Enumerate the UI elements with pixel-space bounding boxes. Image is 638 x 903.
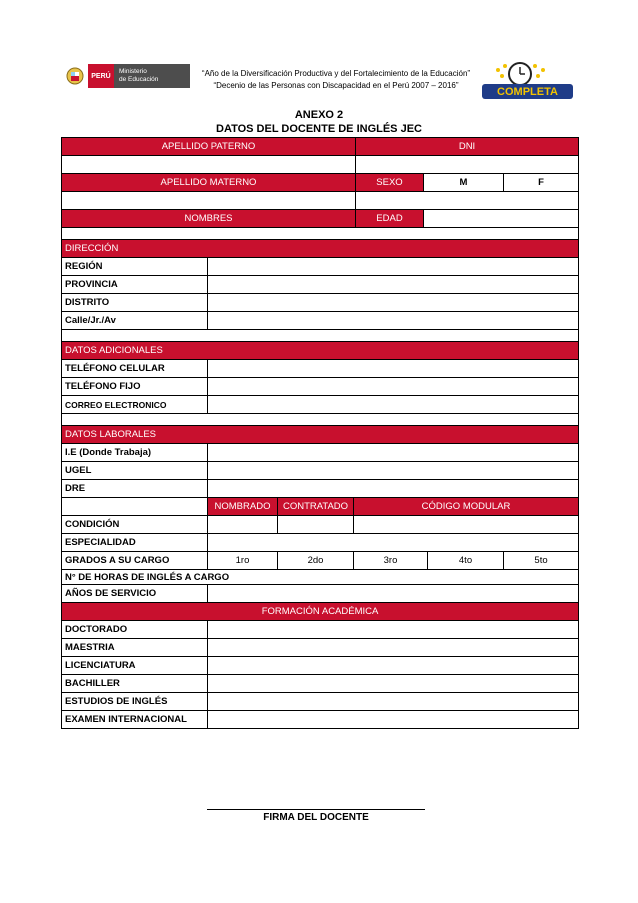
maestria-label: MAESTRIA [62,639,208,657]
apellido-paterno-header: APELLIDO PATERNO [62,138,356,156]
correo-label: CORREO ELECTRONICO [62,396,208,414]
spacer-row [62,330,579,342]
examen-internacional-field[interactable] [208,711,579,729]
dni-field[interactable] [356,156,579,174]
signature-label: FIRMA DEL DOCENTE [263,812,369,823]
anios-servicio-label: AÑOS DE SERVICIO [62,585,208,603]
telefono-fijo-field[interactable] [208,378,579,396]
horas-label: N° DE HORAS DE INGLÉS A CARGO [62,570,579,585]
telefono-celular-label: TELÉFONO CELULAR [62,360,208,378]
condicion-header-blank [62,498,208,516]
motto [190,68,482,92]
ministry-label: Ministerio de Educación [114,64,190,88]
direccion-section: DIRECCIÓN [62,240,579,258]
bachiller-label: BACHILLER [62,675,208,693]
apellido-paterno-field[interactable] [62,156,356,174]
coat-of-arms-icon [62,64,88,88]
ugel-field[interactable] [208,462,579,480]
nombrado-header: NOMBRADO [208,498,278,516]
calle-field[interactable] [208,312,579,330]
ministry-logo [62,64,190,88]
calle-label: Calle/Jr./Av [62,312,208,330]
especialidad-field[interactable] [208,534,579,552]
grado-1ro[interactable]: 1ro [208,552,278,570]
telefono-celular-field[interactable] [208,360,579,378]
sexo-field[interactable] [356,192,579,210]
region-label: REGIÓN [62,258,208,276]
telefono-fijo-label: TELÉFONO FIJO [62,378,208,396]
formacion-academica-section: FORMACIÓN ACADÉMICA [62,603,579,621]
estudios-ingles-label: ESTUDIOS DE INGLÉS [62,693,208,711]
sexo-header: SEXO [356,174,424,192]
examen-internacional-label: EXAMEN INTERNACIONAL [62,711,208,729]
spacer-row [62,414,579,426]
codigo-modular-header: CÓDIGO MODULAR [354,498,579,516]
distrito-field[interactable] [208,294,579,312]
dni-header: DNI [356,138,579,156]
logo-text: COMPLETA [497,86,558,98]
motto-line-2: “Decenio de las Personas con Discapacidad en el Perú 2007 – 2016” [213,81,459,90]
page-title: ANEXO 2 [294,109,344,121]
anios-servicio-field[interactable] [208,585,579,603]
nombrado-field[interactable] [208,516,278,534]
jornada-escolar-completa-logo [480,60,575,100]
provincia-label: PROVINCIA [62,276,208,294]
page-subtitle: DATOS DEL DOCENTE DE INGLÉS JEC [216,123,422,135]
correo-field[interactable] [208,396,579,414]
provincia-field[interactable] [208,276,579,294]
personal-data-table [61,137,579,246]
licenciatura-field[interactable] [208,657,579,675]
ugel-label: UGEL [62,462,208,480]
condicion-label: CONDICIÓN [62,516,208,534]
contratado-field[interactable] [278,516,354,534]
grados-label: GRADOS A SU CARGO [62,552,208,570]
bachiller-field[interactable] [208,675,579,693]
edad-field[interactable] [424,210,579,228]
grado-5to[interactable]: 5to [504,552,579,570]
doctorado-field[interactable] [208,621,579,639]
signature-line[interactable] [207,809,425,810]
contratado-header: CONTRATADO [278,498,354,516]
datos-laborales-section: DATOS LABORALES [62,426,579,444]
nombres-header: NOMBRES [62,210,356,228]
codigo-modular-field[interactable] [354,516,579,534]
peru-label: PERÚ [88,64,114,88]
licenciatura-label: LICENCIATURA [62,657,208,675]
ie-label: I.E (Donde Trabaja) [62,444,208,462]
maestria-field[interactable] [208,639,579,657]
distrito-label: DISTRITO [62,294,208,312]
estudios-ingles-field[interactable] [208,693,579,711]
ie-field[interactable] [208,444,579,462]
especialidad-label: ESPECIALIDAD [62,534,208,552]
grado-3ro[interactable]: 3ro [354,552,428,570]
datos-adicionales-section: DATOS ADICIONALES [62,342,579,360]
apellido-materno-field[interactable] [62,192,356,210]
dre-label: DRE [62,480,208,498]
motto-line-1: “Año de la Diversificación Productiva y del Fortalecimiento de la Educación” [201,69,471,78]
apellido-materno-header: APELLIDO MATERNO [62,174,356,192]
dre-field[interactable] [208,480,579,498]
region-field[interactable] [208,258,579,276]
grado-4to[interactable]: 4to [428,552,504,570]
sexo-m-option[interactable]: M [424,174,504,192]
edad-header: EDAD [356,210,424,228]
grado-2do[interactable]: 2do [278,552,354,570]
main-form-table [61,239,579,729]
sexo-f-option[interactable]: F [504,174,579,192]
doctorado-label: DOCTORADO [62,621,208,639]
